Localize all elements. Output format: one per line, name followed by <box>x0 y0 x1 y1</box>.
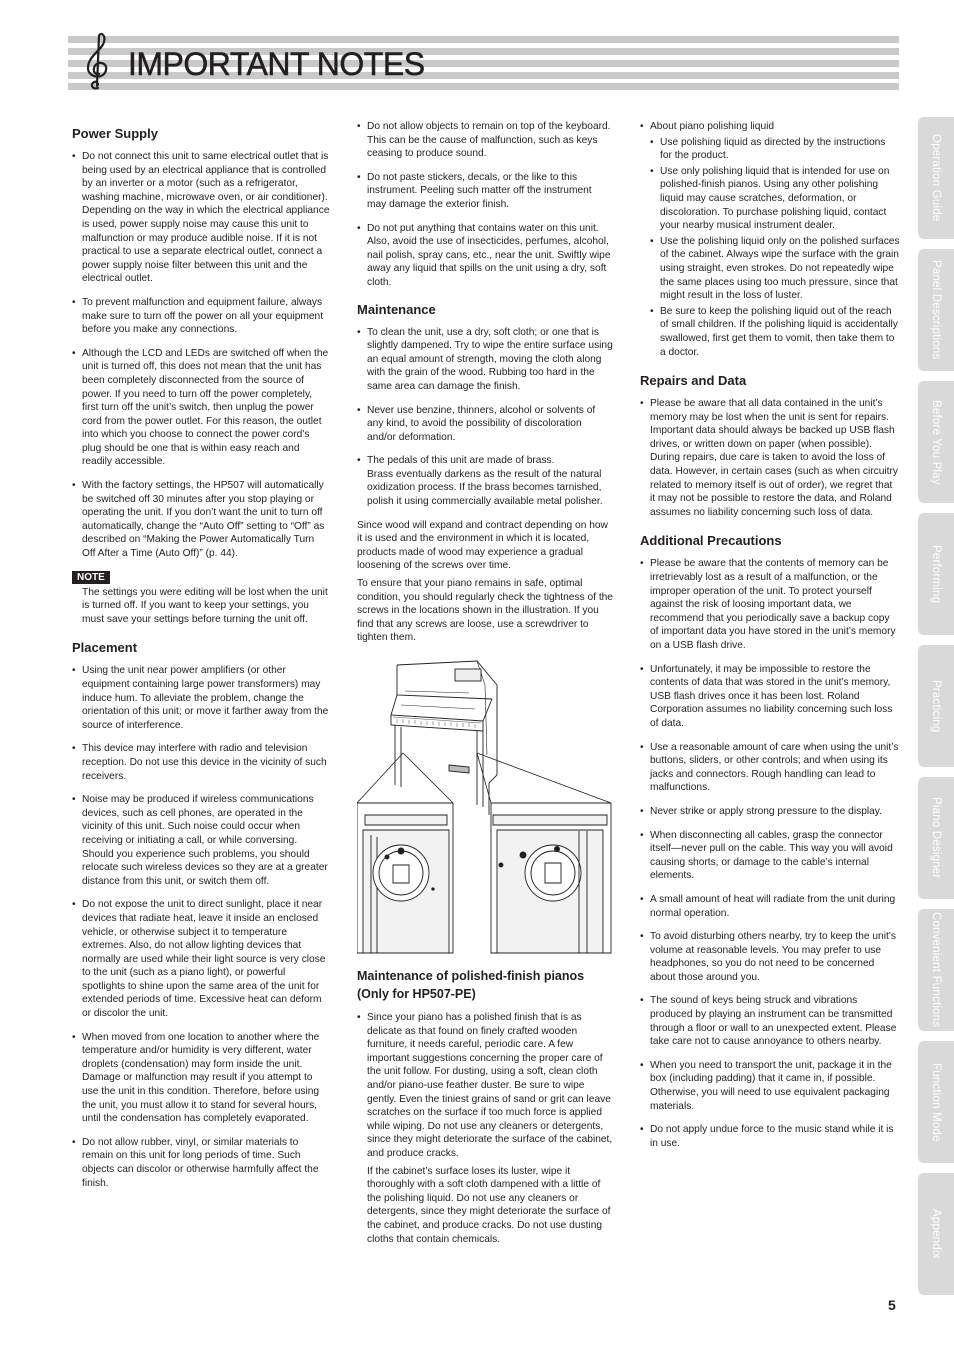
paragraph: If the cabinet’s surface loses its luster, wipe it thoroughly with a soft cloth dampened with a little of the polishing liquid. Do not use any cleaners or detergents, since they might deteriorate the surface of the cabinet, and produce cracks. Do not use dusting cloths that contain chemicals. <box>367 1165 611 1245</box>
list-item: • Never use benzine, thinners, alcohol or solvents of any kind, to avoid the possibility of discoloration and/or deformation. <box>357 404 613 445</box>
heading-placement: Placement <box>72 640 138 656</box>
polishing-liquid-sublist <box>650 136 900 360</box>
heading-maintenance: Maintenance <box>357 301 436 317</box>
list-item: • Noise may be produced if wireless communications devices, such as cell phones, are operated in the vicinity of this unit. Such noise could occur when receiving or initiating a call, or while conversing. Should you experience such problems, you should relocate such wireless devices so they are at a greater distance from this unit, or switch them off. <box>72 793 330 888</box>
tab-convenient-functions[interactable] <box>918 909 954 1031</box>
list-item: • This device may interfere with radio and television reception. Do not use this device in the vicinity of such receivers. <box>72 742 330 783</box>
list-item-text: About piano polishing liquid <box>650 121 775 132</box>
placement-list <box>72 664 330 1190</box>
list-item: • Unfortunately, it may be impossible to restore the contents of data that was stored in the unit’s memory, USB flash drives once it has been lost. Roland Corporation assumes no liability concerning such loss of data. <box>640 663 900 731</box>
list-item: • Do not allow objects to remain on top of the keyboard. This can be the cause of malfunction, such as keys ceasing to produce sound. <box>357 120 613 161</box>
list-item: • Do not expose the unit to direct sunlight, place it near devices that radiate heat, leave it inside an enclosed vehicle, or otherwise subject it to temperature extremes. Also, do not allow lighting devices that normally are used while their light source is very close to the unit (such as a piano light), or powerful spotlights to shine upon the same area of the unit for extended periods of time. Excessive heat can deform or discolor the unit. <box>72 898 330 1020</box>
list-item: • Using the unit near power amplifiers (or other equipment containing large power transformers) may induce hum. To alleviate the problem, change the orientation of this unit; or move it farther away from the source of interference. <box>72 664 330 732</box>
piano-screw-illustration <box>357 655 613 955</box>
heading-repairs-and-data: Repairs and Data <box>640 373 747 389</box>
tab-function-mode[interactable] <box>918 1041 954 1163</box>
paragraph: To ensure that your piano remains in safe, optimal condition, you should regularly check the tightness of the screws in the locations shown in the illustration. If you find that any screws are loose, use a screwdriver to tighten them. <box>357 578 613 644</box>
list-item: • The sound of keys being struck and vibrations produced by playing an instrument can be transmitted through a floor or wall to an unexpected extent. Please take care not to cause annoyance to others nearby. <box>640 994 900 1048</box>
tab-appendix[interactable] <box>918 1173 954 1295</box>
treble-clef-icon <box>82 32 112 92</box>
tab-operation-guide[interactable] <box>918 117 954 239</box>
tab-panel-descriptions[interactable] <box>918 249 954 371</box>
column-right <box>640 120 900 1160</box>
list-item: • When disconnecting all cables, grasp the connector itself—never pull on the cable. This way you will avoid causing shorts, or damage to the cable’s internal elements. <box>640 829 900 883</box>
tab-label: Appendix <box>930 1209 942 1259</box>
page-header <box>68 36 899 90</box>
note-text: The settings you were editing will be lost when the unit is turned off. If you want to keep your settings, you must save your settings before turning the unit off. <box>82 586 328 625</box>
list-item: • Do not connect this unit to same electrical outlet that is being used by an electrical appliance that is controlled by an inverter or a motor (such as a refrigerator, washing machine, microwave oven, or air conditioner). Depending on the way in which the electrical appliance is used, power supply noise may cause this unit to malfunction or may produce audible noise. If it is not practical to use a separate electrical outlet, connect a power supply noise filter between this unit and the electrical outlet. <box>72 150 330 286</box>
list-item: • Please be aware that the contents of memory can be irretrievably lost as a result of a malfunction, or the improper operation of the unit. To protect yourself against the risk of loosing important data, we recommend that you periodically save a backup copy of important data you have stored in the unit’s memory on a USB flash drive. <box>640 557 900 652</box>
list-item <box>640 120 900 359</box>
list-item: • The pedals of this unit are made of brass. Brass eventually darkens as the result of the natural oxidization process. If the brass becomes tarnished, polish it using commercially available metal polisher. <box>357 454 613 508</box>
staff-line <box>68 36 899 43</box>
list-item: • Do not put anything that contains water on this unit. Also, avoid the use of insecticides, perfumes, alcohol, nail polish, spray cans, etc., near the unit. Swiftly wipe away any liquid that spills on the unit using a dry, soft cloth. <box>357 222 613 290</box>
tab-piano-designer[interactable] <box>918 777 954 899</box>
list-item: • To clean the unit, use a dry, soft cloth; or one that is slightly dampened. Try to wipe the entire surface using an equal amount of strength, moving the cloth along with the grain of the wood. Rubbing too hard in the same area can damage the finish. <box>357 326 613 394</box>
heading-polished-finish: Maintenance of polished-finish pianos (Only for HP507-PE) <box>357 969 585 1001</box>
list-item: • Do not apply undue force to the music stand while it is in use. <box>640 1123 900 1150</box>
list-item: • To avoid disturbing others nearby, try to keep the unit’s volume at reasonable levels. You may prefer to use headphones, so you do not need to be concerned about those around you. <box>640 930 900 984</box>
tab-label: Panel Descriptions <box>930 260 942 360</box>
list-item: • Use the polishing liquid only on the polished surfaces of the cabinet. Always wipe the surface with the grain using straight, even strokes. Do not repeatedly wipe the same places using too much pressure, since that might result in the loss of luster. <box>650 235 900 303</box>
paragraph: Since wood will expand and contract depending on how it is used and the environment in which it is located, products made of wood may experience a gradual loosening of the screws over time. <box>357 519 608 572</box>
list-item: • When you need to transport the unit, package it in the box (including padding) that it came in, if possible. Otherwise, you will need to use equivalent packaging materials. <box>640 1059 900 1113</box>
list-item: • Please be aware that all data contained in the unit’s memory may be lost when the unit is sent for repairs. Important data should always be backed up USB flash drives, or written down on paper (when possible). During repairs, due care is taken to avoid the loss of data. However, in certain cases (such as when circuitry related to memory itself is out of order), we regret that it may not be possible to restore the data, and Roland assumes no liability concerning such loss of data. <box>640 397 900 519</box>
list-item: • Never strike or apply strong pressure to the display. <box>640 805 900 819</box>
tab-label: Function Mode <box>930 1062 942 1142</box>
tab-label: Performing <box>930 544 942 604</box>
list-item: • A small amount of heat will radiate from the unit during normal operation. <box>640 893 900 920</box>
tab-label: Convenient Functions <box>930 912 942 1028</box>
tab-practicing[interactable] <box>918 645 954 767</box>
tab-label: Before You Play <box>930 399 942 485</box>
additional-precautions-list <box>640 557 900 1150</box>
heading-additional-precautions: Additional Precautions <box>640 533 782 549</box>
staff-line <box>68 83 899 90</box>
list-item: • Use only polishing liquid that is intended for use on polished-finish pianos. Using any other polishing liquid may cause scratches, deformation, or discoloration. To purchase polishing liquid, contact your nearby musical instrument dealer. <box>650 165 900 233</box>
note-label: NOTE <box>72 571 110 584</box>
repairs-list <box>640 397 900 519</box>
tab-label: Operation Guide <box>930 134 942 222</box>
list-item: • With the factory settings, the HP507 will automatically be switched off 30 minutes after you stop playing or operating the unit. If you don’t want the unit to turn off automatically, change the “Auto Off” setting to “Off” as described on “Making the Power Automatically Turn Off After a Time (Auto Off)” (p. 44). <box>72 479 330 561</box>
tab-before-you-play[interactable] <box>918 381 954 503</box>
column-left <box>72 120 330 1200</box>
tab-performing[interactable] <box>918 513 954 635</box>
page-title: IMPORTANT NOTES <box>128 46 425 82</box>
list-item: • Use polishing liquid as directed by the instructions for the product. <box>650 136 900 163</box>
page-number: 5 <box>888 1297 896 1313</box>
power-supply-list <box>72 150 330 561</box>
list-item: • Do not allow rubber, vinyl, or similar materials to remain on this unit for long periods of time. Such objects can discolor or otherwise harmfully affect the finish. <box>72 1136 330 1190</box>
general-list <box>357 120 613 290</box>
column-middle <box>357 120 613 1246</box>
list-item: • Although the LCD and LEDs are switched off when the unit is turned off, this does not mean that the unit has been completely disconnected from the source of power. If you need to turn off the power completely, first turn off the unit’s switch, then unplug the power cord from the power outlet. For this reason, the outlet into which you choose to connect the power cord’s plug should be one that is within easy reach and readily accessible. <box>72 347 330 469</box>
list-item: • Do not paste stickers, decals, or the like to this instrument. Peeling such matter off the instrument may damage the exterior finish. <box>357 171 613 212</box>
heading-power-supply: Power Supply <box>72 126 158 141</box>
list-item: • Use a reasonable amount of care when using the unit’s buttons, sliders, or other controls; and when using its jacks and connectors. Rough handling can lead to malfunctions. <box>640 741 900 795</box>
list-item-text: Since your piano has a polished finish that is as delicate as that found on finely crafted wooden furniture, it needs careful, periodic care. A few important suggestions concerning the proper care of the unit follow. For dusting, using a soft, clean cloth and/or piano-use feather duster. Be sure to wipe gently. Even the tiniest grains of sand or grit can leave scratches on the surface if too much force is applied while wiping. Do not use any cleaners or detergents, since they might deteriorate the surface of the cabinet, and produce cracks. <box>367 1012 613 1159</box>
polishing-liquid-list <box>640 120 900 359</box>
polished-finish-list <box>357 1011 613 1161</box>
tab-label: Practicing <box>930 679 942 733</box>
note-block <box>72 571 330 627</box>
tab-label: Piano Designer <box>930 797 942 879</box>
list-item: • To prevent malfunction and equipment failure, always make sure to turn off the power on all your equipment before you make any connections. <box>72 296 330 337</box>
maintenance-list <box>357 326 613 509</box>
list-item: • Be sure to keep the polishing liquid out of the reach of small children. If the polishing liquid is accidentally swallowed, first get them to vomit, then take them to a doctor. <box>650 305 900 359</box>
list-item: • When moved from one location to another where the temperature and/or humidity is very different, water droplets (condensation) may form inside the unit. Damage or malfunction may result if you attempt to use the unit in this condition. Therefore, before using the unit, you must allow it to stand for several hours, until the condensation has completely evaporated. <box>72 1031 330 1126</box>
list-item <box>357 1011 613 1161</box>
